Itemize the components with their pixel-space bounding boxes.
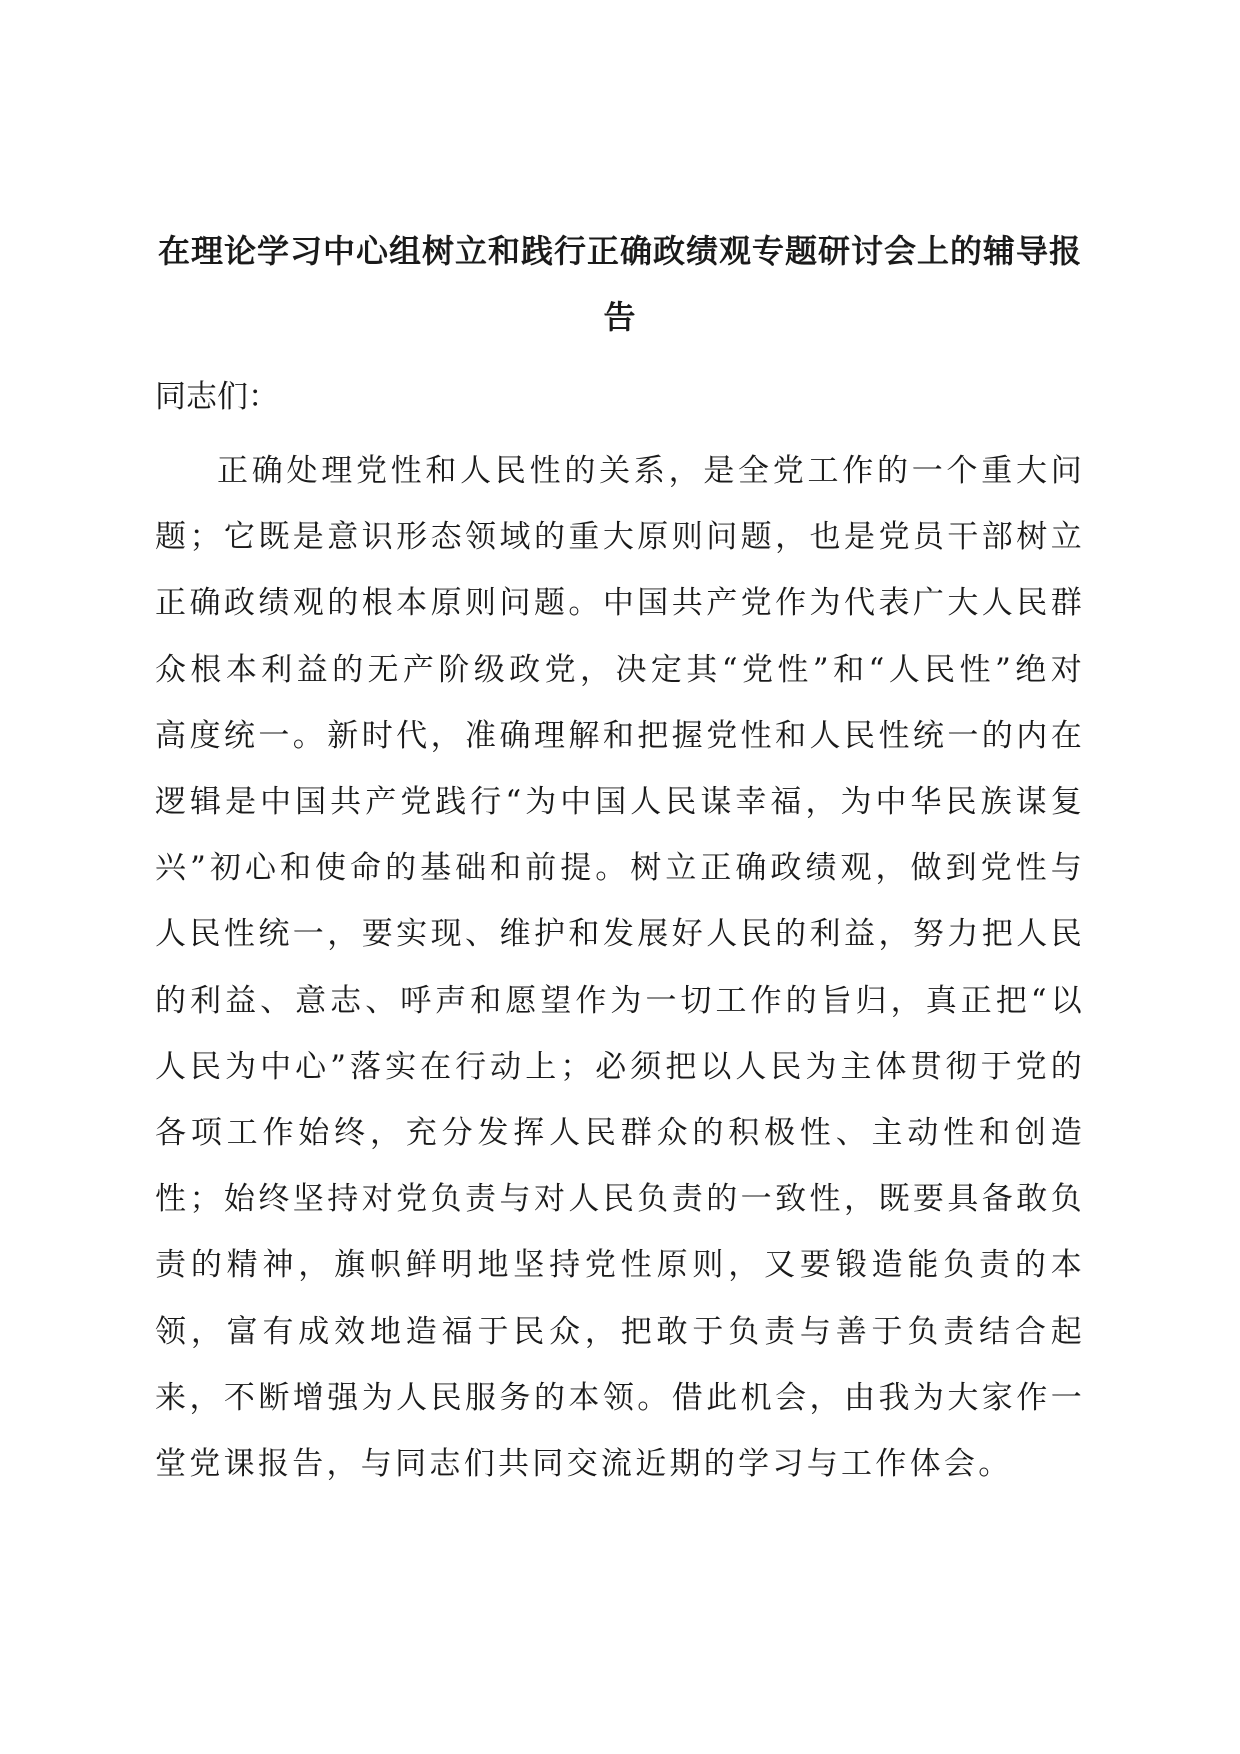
document-title: 在理论学习中心组树立和践行正确政绩观专题研讨会上的辅导报告 bbox=[157, 232, 1082, 336]
body-paragraph: 正确处理党性和人民性的关系，是全党工作的一个重大问题；它既是意识形态领域的重大原则问题，也是党员干部树立正确政绩观的根本原则问题。中国共产党作为代表广大人民群众根本利益的无产阶级政党，决定其“党性”和“人民性”绝对高度统一。新时代，准确理解和把握党性和人民性统一的内在逻辑是中国共产党践行“为中国人民谋幸福，为中华民族谋复兴”初心和使命的基础和前提。树立正确政绩观，做到党性与人民性统一，要实现、维护和发展好人民的利益，努力把人民的利益、意志、呼声和愿望作为一切工作的旨归，真正把“以人民为中心”落实在行动上；必须把以人民为主体贯彻于党的各项工作始终，充分发挥人民群众的积极性、主动性和创造性；始终坚持对党负责与对人民负责的一致性，既要具备敢负责的精神，旗帜鲜明地坚持党性原则，又要锻造能负责的本领，富有成效地造福于民众，把敢于负责与善于负责结合起来，不断增强为人民服务的本领。借此机会，由我为大家作一堂党课报告，与同志们共同交流近期的学习与工作体会。 bbox=[155, 453, 1085, 1483]
salutation: 同志们： bbox=[155, 379, 279, 415]
